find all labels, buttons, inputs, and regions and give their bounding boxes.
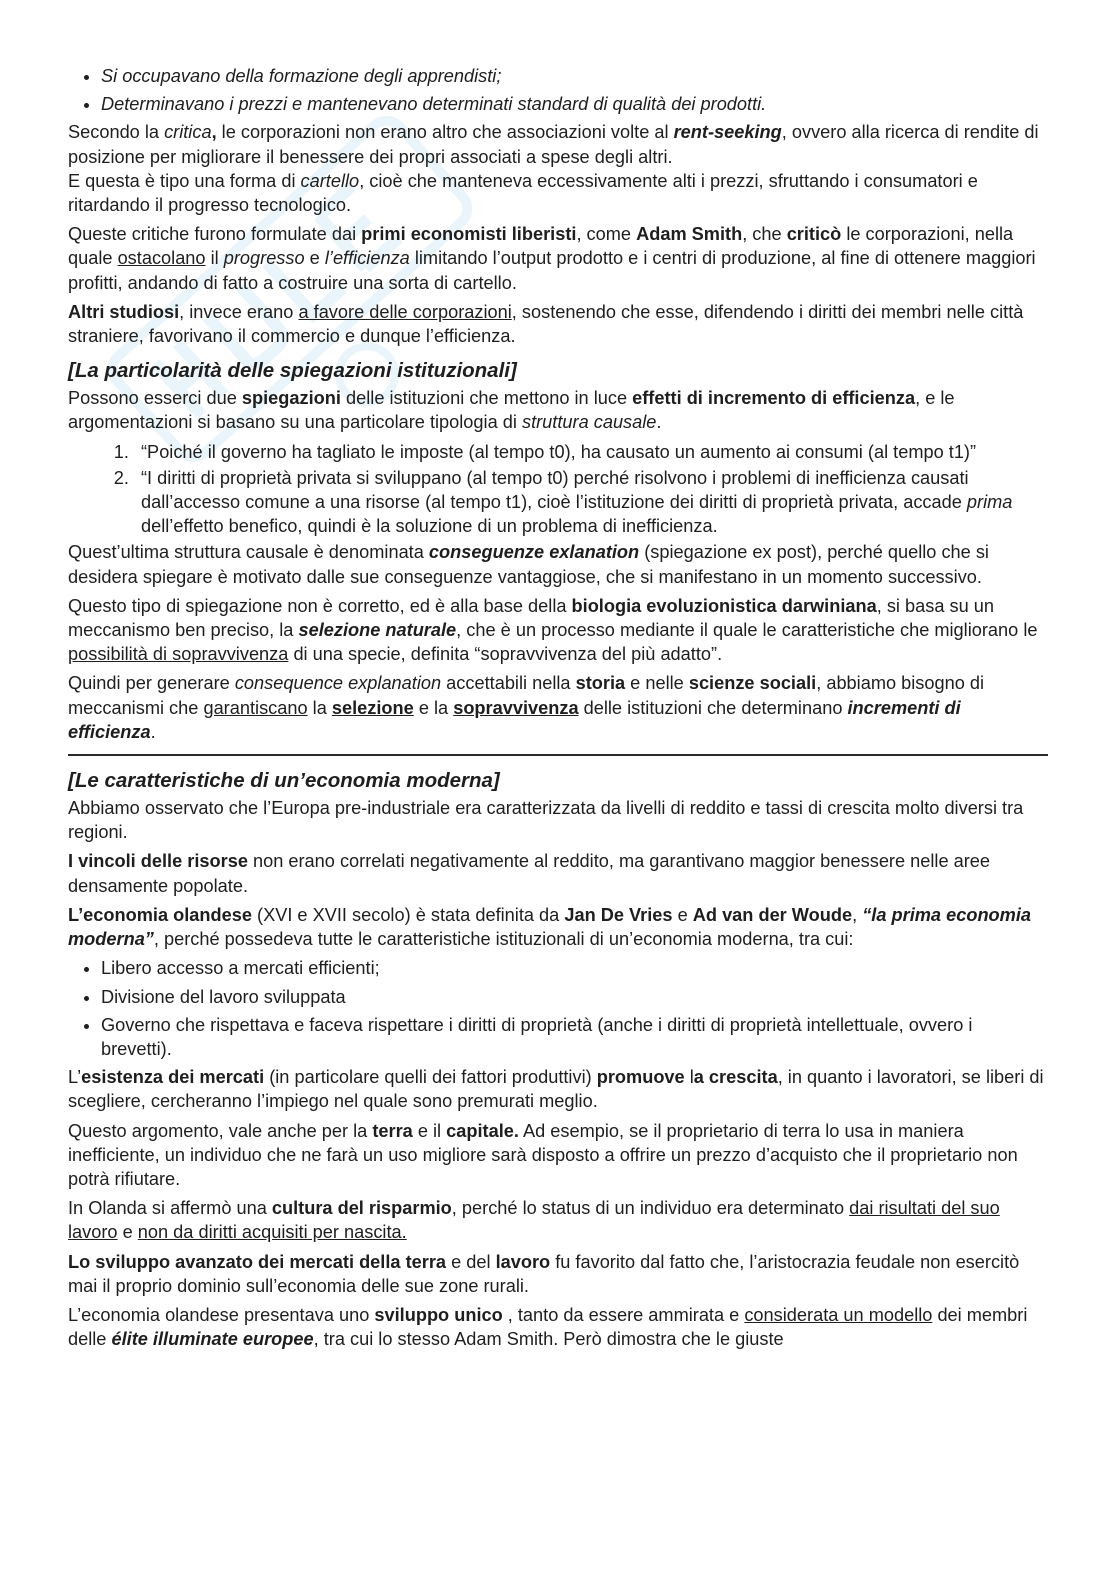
bullet-list-functions [68, 64, 1048, 116]
section-heading-spiegazioni: [La particolarità delle spiegazioni istituzionali] [68, 359, 517, 383]
paragraph-sviluppo-mercati: Lo sviluppo avanzato dei mercati della terra e del lavoro fu favorito dal fatto che, l’aristocrazia feudale non esercitò mai il proprio dominio sull’economia delle sue zone rurali. [68, 1251, 1020, 1296]
paragraph-economia-olandese: L’economia olandese (XVI e XVII secolo) è stata definita da Jan De Vries e Ad van der Woude, “la prima economia moderna”, perché possedeva tutte le caratteristiche istituzionali di un’economia moderna, tra cui: [68, 904, 1031, 950]
list-item: • Determinavano i prezzi e mantenevano determinati standard di qualità dei prodotti. [101, 92, 1048, 116]
paragraph-europa: Abbiamo osservato che l’Europa pre-industriale era caratterizzata da livelli di reddito e tassi di crescita molto diversi tra regioni. [68, 798, 1024, 843]
paragraph-sviluppo-unico: L’economia olandese presentava uno sviluppo unico , tanto da essere ammirata e considerata un modello dei membri delle élite illuminate europee, tra cui lo stesso Adam Smith. Però dimostra che le giuste [68, 1304, 1028, 1350]
list-item: • Libero accesso a mercati efficienti; [101, 956, 1048, 980]
paragraph-consequence-explanation: Quindi per generare consequence explanation accettabili nella storia e nelle scienze sociali, abbiamo bisogno di meccanismi che garantiscano la selezione e la sopravvivenza delle istituzioni che determinano incrementi di efficienza. [68, 673, 985, 742]
paragraph-vincoli: I vincoli delle risorse non erano correlati negativamente al reddito, ma garantivano maggior benessere nelle aree densamente popolate. [68, 851, 991, 896]
paragraph-mercati: L’esistenza dei mercati (in particolare quelli dei fattori produttivi) promuove la crescita, in quanto i lavoratori, se liberi di scegliere, cercheranno l’impiego nel quale sono premurati meglio. [68, 1067, 1044, 1112]
paragraph-altri-studiosi: Altri studiosi, invece erano a favore delle corporazioni, sostenendo che esse, difendendo i diritti dei membri nelle città straniere, favorivano il commercio e dunque l’efficienza. [68, 301, 1024, 347]
paragraph-darwin: Questo tipo di spiegazione non è corretto, ed è alla base della biologia evoluzionistica darwiniana, si basa su un meccanismo ben preciso, la selezione naturale, che è un processo mediante il quale le caratteristiche che migliorano le possibilità di sopravvivenza di una specie, definita “sopravvivenza del più adatto”. [68, 595, 1038, 665]
paragraph-terra-capitale: Questo argomento, vale anche per la terra e il capitale. Ad esempio, se il proprietario di terra lo usa in maniera inefficiente, un individuo che ne farà un uso migliore sarà disposto a offrire un prezzo d’acquisto che il proprietario non potrà rifiutare. [68, 1120, 1018, 1189]
paragraph-critiche-liberisti: Queste critiche furono formulate dai primi economisti liberisti, come Adam Smith, che criticò le corporazioni, nella quale ostacolano il progresso e l’efficienza limitando l’output prodotto e i centri di produzione, al fine di ottenere maggiori profitti, andando di fatto a costruire una sorta di cartello. [68, 224, 1036, 293]
list-item: • Divisione del lavoro sviluppata [101, 985, 1048, 1009]
list-item: 2. “I diritti di proprietà privata si sviluppano (al tempo t0) perché risolvono i problemi di inefficienza causati dall’accesso comune a una risorse (al tempo t1), cioè l’istituzione dei diritti di proprietà privata, accade prima dell’effetto benefico, quindi è la soluzione di un problema di inefficienza. [134, 466, 1048, 539]
section-heading-economia-moderna: [Le caratteristiche di un’economia moderna] [68, 769, 500, 793]
list-item: 1. “Poiché il governo ha tagliato le imposte (al tempo t0), ha causato un aumento ai consumi (al tempo t1)” [134, 440, 1048, 464]
document-page [68, 64, 1048, 1356]
bullet-list-caratteristiche [68, 956, 1048, 1061]
paragraph-due-spiegazioni: Possono esserci due spiegazioni delle istituzioni che mettono in luce effetti di incremento di efficienza, e le argomentazioni si basano su una particolare tipologia di struttura causale. [68, 388, 955, 433]
paragraph-critica: Secondo la critica, le corporazioni non erano altro che associazioni volte al rent-seeking, ovvero alla ricerca di rendite di posizione per migliorare il benessere dei propri associati a spese degli altri. E questa è tipo una forma di cartello, cioè che manteneva eccessivamente alti i prezzi, sfruttando i consumatori e ritardando il progresso tecnologico. [68, 122, 1039, 216]
section-divider [68, 754, 1048, 756]
paragraph-risparmio: In Olanda si affermò una cultura del risparmio, perché lo status di un individuo era determinato dai risultati del suo lavoro e non da diritti acquisiti per nascita. [68, 1198, 1000, 1243]
paragraph-conseguenze: Quest’ultima struttura causale è denominata conseguenze exlanation (spiegazione ex post), perché quello che si desidera spiegare è motivato dalle sue conseguenze vantaggiose, che si manifestano in un momento successivo. [68, 542, 989, 587]
list-item: • Si occupavano della formazione degli apprendisti; [101, 64, 1048, 88]
list-item: • Governo che rispettava e faceva rispettare i diritti di proprietà (anche i diritti di proprietà intellettuale, ovvero i brevetti). [101, 1013, 1048, 1061]
numbered-list-causal [68, 440, 1048, 539]
